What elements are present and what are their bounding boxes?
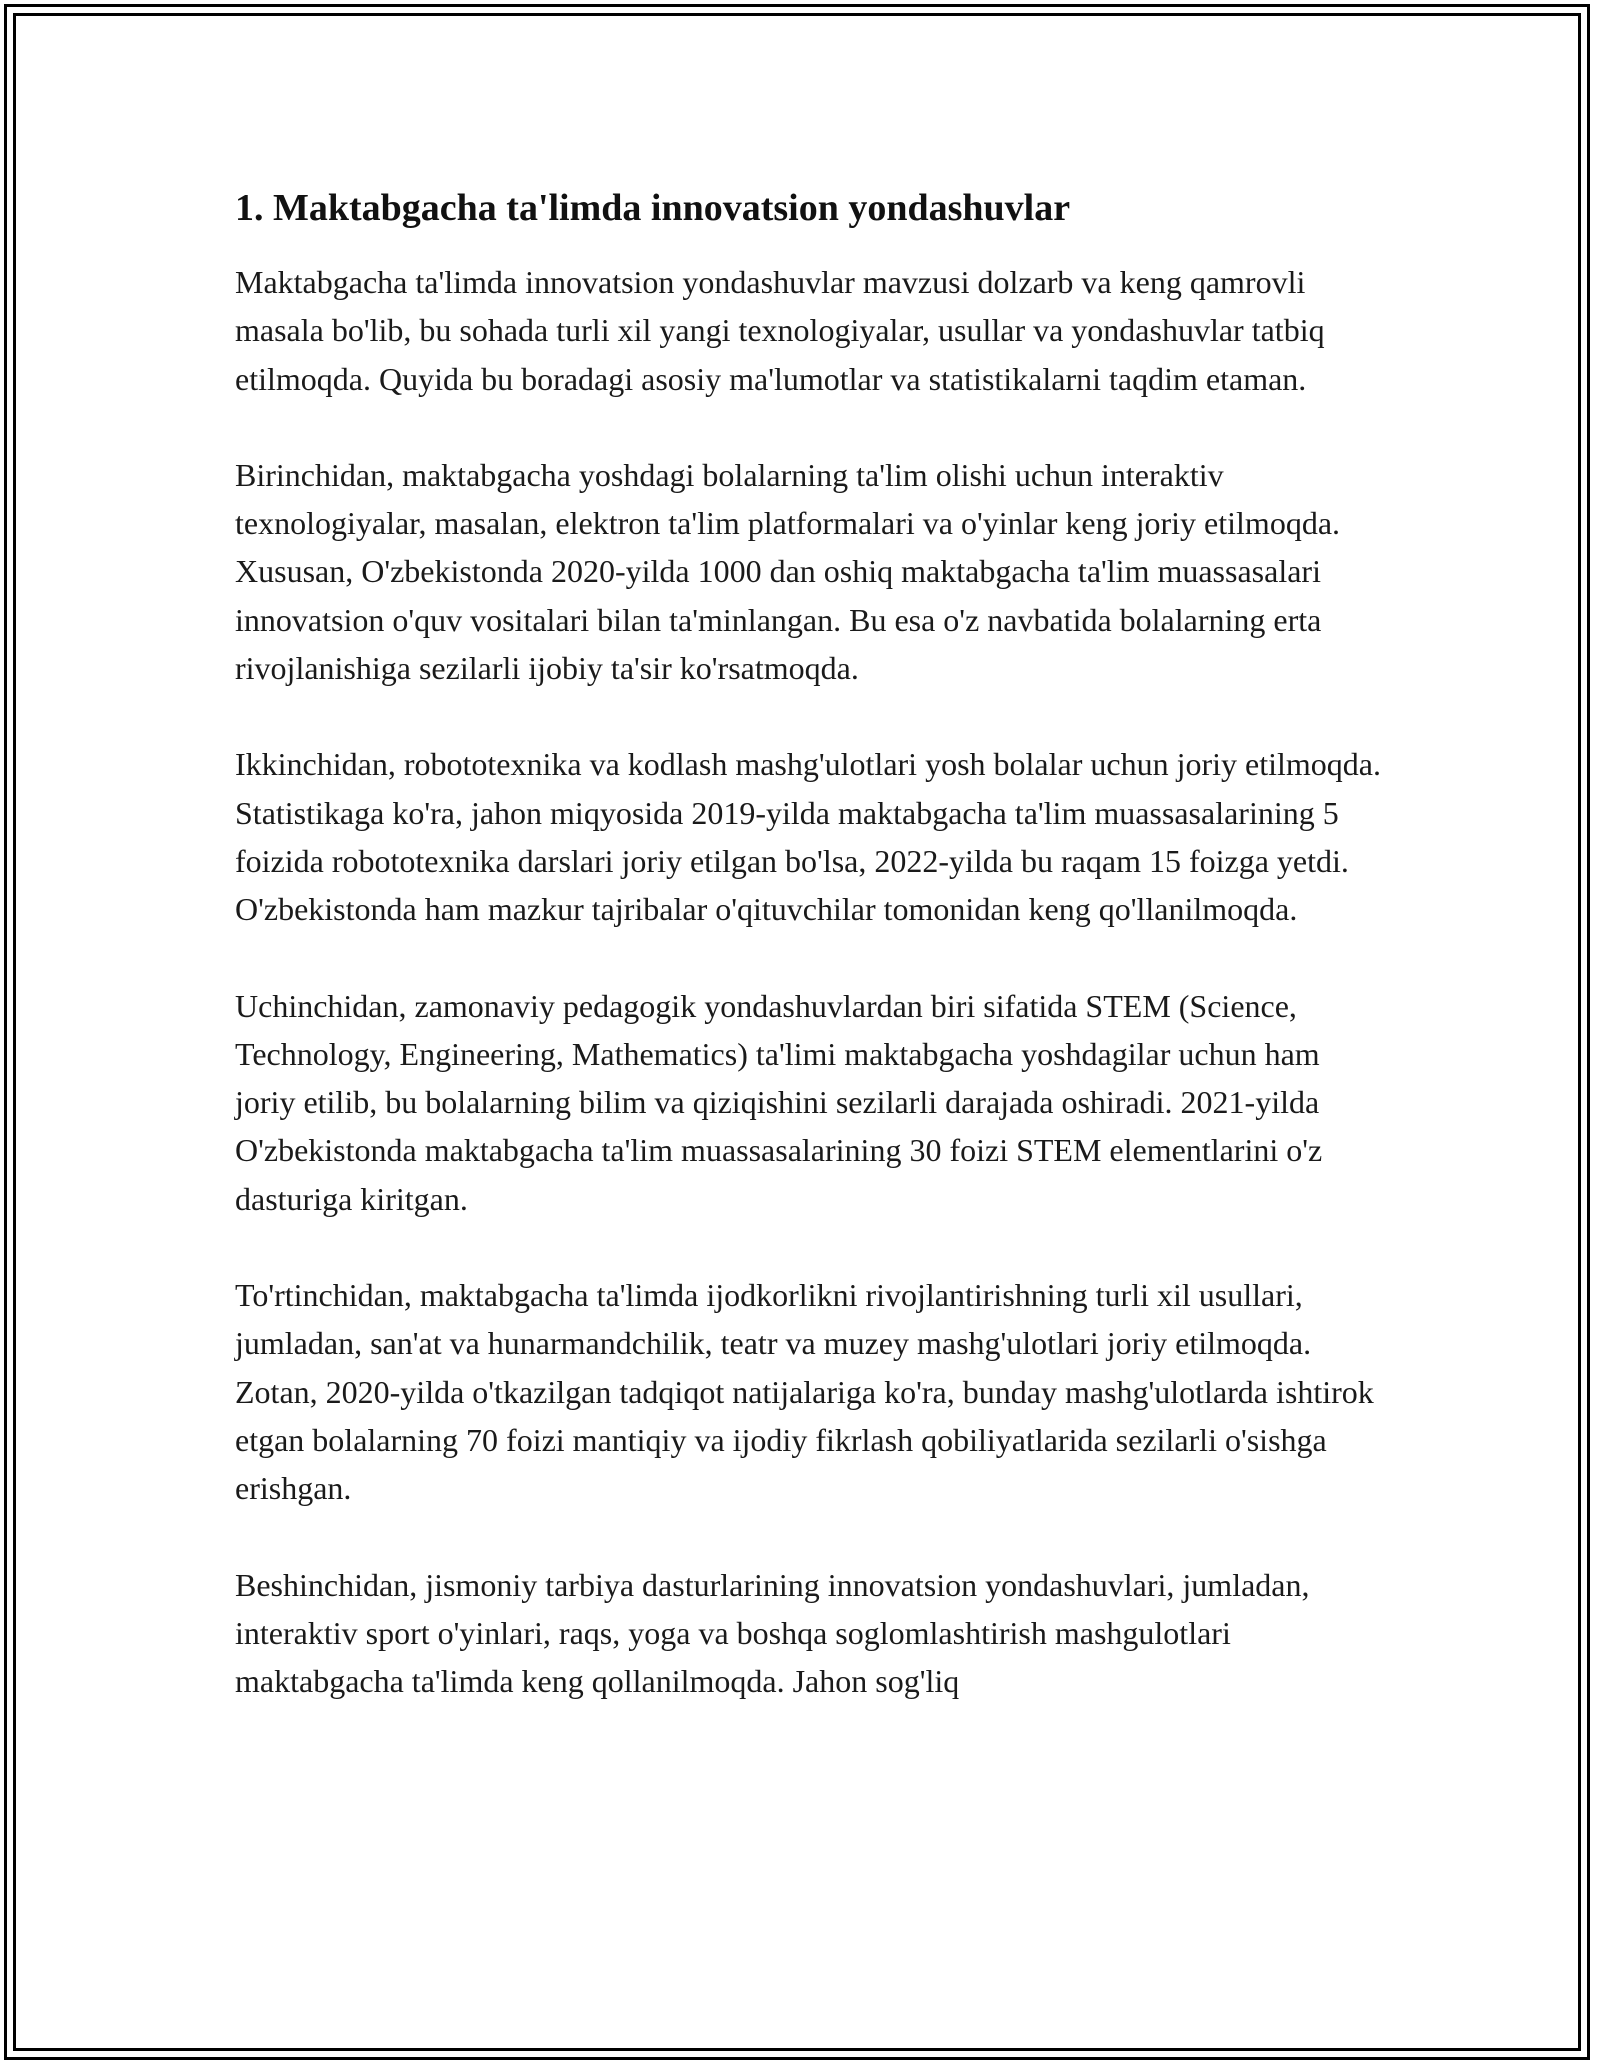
paragraph-fifth: Beshinchidan, jismoniy tarbiya dasturlarining innovatsion yondashuvlari, jumladan, interaktiv sport o'yinlari, raqs, yoga va boshqa soglomlashtirish mashgulotlari maktabgacha ta'limda keng qollanilmoqda. Jahon sog'liq xyxy=(235,1566,1310,1700)
paragraph-second: Ikkinchidan, robototexnika va kodlash mashg'ulotlari yosh bolalar uchun joriy etilmoqda. Statistikaga ko'ra, jahon miqyosida 2019-yilda maktabgacha ta'lim muassasalarining 5 foizida robototexnika darslari joriy etilgan bo'lsa, 2022-yilda bu raqam 15 foizga yetdi. O'zbekistonda ham mazkur tajribalar o'qituvchilar tomonidan keng qo'llanilmoqda. xyxy=(235,746,1381,928)
paragraph-first: Birinchidan, maktabgacha yoshdagi bolalarning ta'lim olishi uchun interaktiv texnologiyalar, masalan, elektron ta'lim platformalari va o'yinlar keng joriy etilmoqda. Xususan, O'zbekistonda 2020-yilda 1000 dan oshiq maktabgacha ta'lim muassasalari innovatsion o'quv vositalari bilan ta'minlangan. Bu esa o'z navbatida bolalarning erta rivojlanishiga sezilarli ijobiy ta'sir ko'rsatmoqda. xyxy=(235,456,1341,687)
paragraph-fourth: To'rtinchidan, maktabgacha ta'limda ijodkorlikni rivojlantirishning turli xil usullari, jumladan, san'at va hunarmandchilik, teatr va muzey mashg'ulotlari joriy etilmoqda. Zotan, 2020-yilda o'tkazilgan tadqiqot natijalariga ko'ra, bunday mashg'ulotlarda ishtirok etgan bolalarning 70 foizi mantiqiy va ijodiy fikrlash qobiliyatlarida sezilarli o'sishga erishgan. xyxy=(235,1277,1374,1507)
section-heading: 1. Maktabgacha ta'limda innovatsion yondashuvlar xyxy=(235,187,1071,229)
document-body xyxy=(235,185,1385,1705)
paragraph-intro: Maktabgacha ta'limda innovatsion yondashuvlar mavzusi dolzarb va keng qamrovli masala bo'lib, bu sohada turli xil yangi texnologiyalar, usullar va yondashuvlar tatbiq etilmoqda. Quyida bu boradagi asosiy ma'lumotlar va statistikalarni taqdim etaman. xyxy=(235,264,1325,397)
paragraph-third: Uchinchidan, zamonaviy pedagogik yondashuvlardan biri sifatida STEM (Science, Technology, Engineering, Mathematics) ta'limi maktabgacha yoshdagilar uchun ham joriy etilib, bu bolalarning bilim va qiziqishini sezilarli darajada oshiradi. 2021-yilda O'zbekistonda maktabgacha ta'lim muassasalarining 30 foizi STEM elementlarini o'z dasturiga kiritgan. xyxy=(235,987,1323,1217)
